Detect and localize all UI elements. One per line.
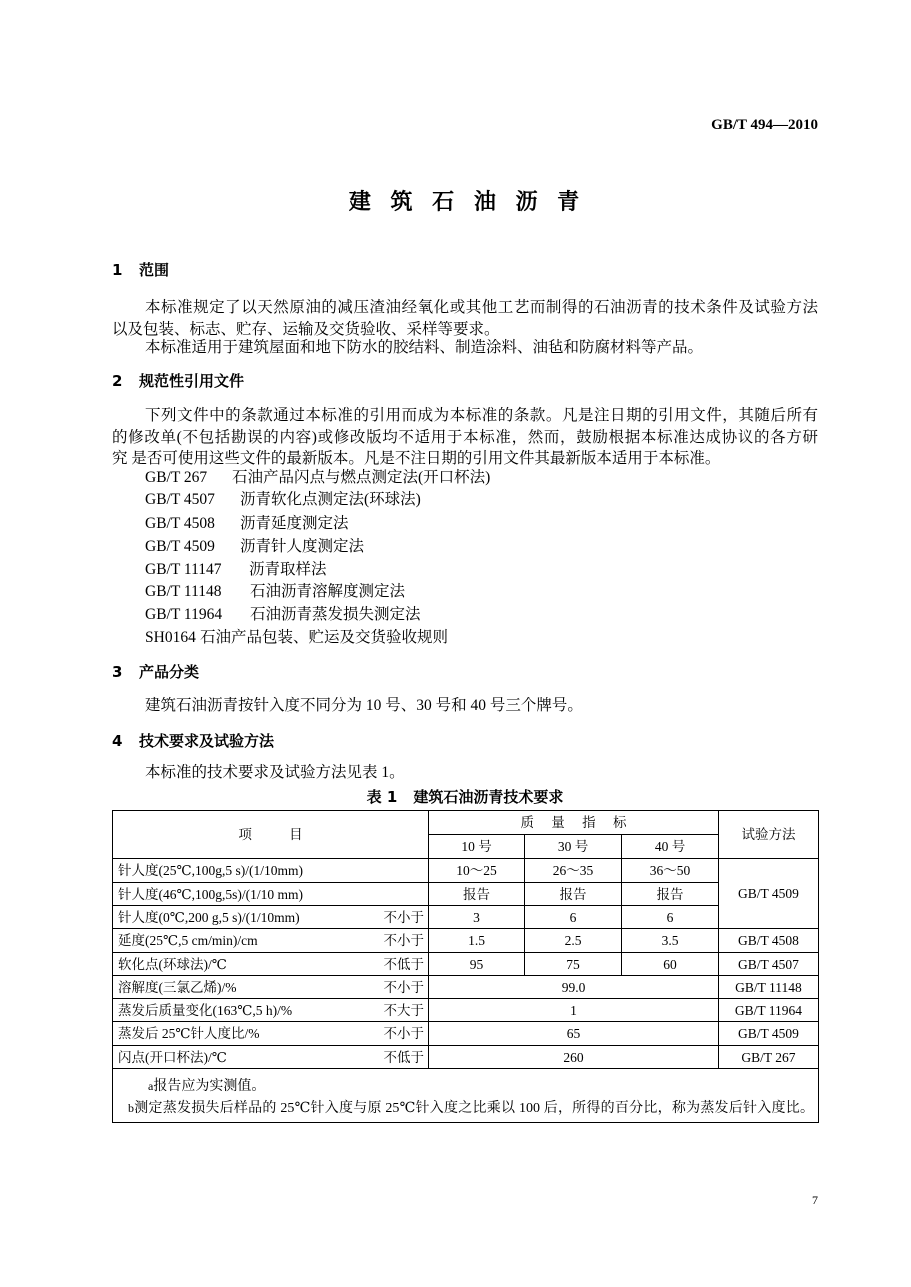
table-row xyxy=(113,859,819,883)
section-number: 2 xyxy=(112,372,123,390)
row-item: 蒸发后 25℃针人度比/% xyxy=(118,1026,260,1041)
paragraph-line: 本标准规定了以天然原油的减压渣油经氧化或其他工艺而制得的石油沥青的技术条件及试验方法 xyxy=(145,299,818,316)
table-row xyxy=(113,1022,819,1046)
test-method: GB/T 4509 xyxy=(719,1022,819,1046)
paragraph-line: 本标准适用于建筑屋面和地下防水的胶结料、制造涂料、油毡和防腐材料等产品。 xyxy=(145,339,704,356)
test-method: GB/T 11964 xyxy=(719,999,819,1022)
table-row xyxy=(113,1046,819,1069)
row-item-cell xyxy=(113,859,429,883)
section-title: 技术要求及试验方法 xyxy=(139,732,275,750)
reference-title: 沥青延度测定法 xyxy=(240,515,349,532)
header-item: 项 目 xyxy=(113,811,429,859)
header-grade: 30 号 xyxy=(525,835,622,859)
grade-value: 10～25 xyxy=(429,859,525,883)
specification-table xyxy=(112,810,819,1123)
reference-code: SH0164 xyxy=(145,629,196,646)
section-heading xyxy=(112,372,244,390)
row-item: 针人度(46℃,100g,5s)/(1/10 mm) xyxy=(118,886,303,902)
paragraph-line: 本标准的技术要求及试验方法见表 1。 xyxy=(145,764,405,781)
grade-value: 95 xyxy=(429,953,525,976)
row-item-cell xyxy=(113,883,429,906)
reference-title: 石油沥青溶解度测定法 xyxy=(250,583,406,600)
grade-value: 报告 xyxy=(429,883,525,906)
reference-code: GB/T 267 xyxy=(145,469,208,486)
document-title: 建 筑 石 油 沥 青 xyxy=(348,190,582,215)
limit-qualifier: 不小于 xyxy=(383,909,424,925)
common-value: 260 xyxy=(429,1046,719,1069)
reference-title: 沥青针人度测定法 xyxy=(240,538,365,555)
grade-value: 60 xyxy=(622,953,719,976)
section-number: 3 xyxy=(112,663,123,681)
section-heading xyxy=(112,261,169,279)
section-heading xyxy=(112,663,199,681)
table-row xyxy=(113,883,819,906)
grade-value: 36～50 xyxy=(622,859,719,883)
paragraph-line: 建筑石油沥青按针入度不同分为 10 号、30 号和 40 号三个牌号。 xyxy=(145,697,583,714)
section-heading xyxy=(112,732,274,750)
reference-code: GB/T 11148 xyxy=(145,583,222,600)
grade-value: 1.5 xyxy=(429,929,525,953)
limit-qualifier: 不大于 xyxy=(383,1002,424,1018)
paragraph-line: 以及包装、标志、贮存、运输及交货验收、采样等要求。 xyxy=(112,321,500,338)
row-item-cell xyxy=(113,976,429,999)
reference-code: GB/T 11147 xyxy=(145,561,222,578)
grade-value: 3 xyxy=(429,906,525,929)
reference-code: GB/T 4509 xyxy=(145,538,215,555)
test-method: GB/T 267 xyxy=(719,1046,819,1069)
section-title: 范围 xyxy=(139,261,170,279)
test-method: GB/T 4507 xyxy=(719,953,819,976)
limit-qualifier: 不小于 xyxy=(383,933,424,948)
page-number: 7 xyxy=(812,1193,818,1207)
test-method: GB/T 11148 xyxy=(719,976,819,999)
table-header-row xyxy=(113,811,819,835)
table-note xyxy=(113,1078,814,1095)
table-row xyxy=(113,999,819,1022)
note-text: 报告应为实测值。 xyxy=(153,1079,266,1094)
grade-value: 6 xyxy=(622,906,719,929)
table-row xyxy=(113,953,819,976)
section-title: 规范性引用文件 xyxy=(139,372,245,390)
table-caption xyxy=(112,788,818,806)
row-item: 蒸发后质量变化(163℃,5 h)/% xyxy=(118,1002,293,1018)
limit-qualifier: 不低于 xyxy=(383,1049,424,1065)
reference-title: 石油沥青蒸发损失测定法 xyxy=(250,606,421,623)
grade-value: 3.5 xyxy=(622,929,719,953)
limit-qualifier: 不小于 xyxy=(383,1026,424,1041)
section-title: 产品分类 xyxy=(139,663,200,681)
table-row xyxy=(113,929,819,953)
header-test-method: 试验方法 xyxy=(719,811,819,859)
reference-title: 石油产品闪点与燃点测定法(开口杯法) xyxy=(232,469,491,486)
row-item-cell xyxy=(113,999,429,1022)
note-mark: b xyxy=(128,1101,134,1115)
row-item-cell xyxy=(113,953,429,976)
paragraph-line: 究 是否可使用这些文件的最新版本。凡是不注日期的引用文件其最新版本适用于本标准。 xyxy=(112,450,721,467)
row-item-cell xyxy=(113,1046,429,1069)
test-method: GB/T 4509 xyxy=(719,859,819,929)
section-number: 4 xyxy=(112,732,123,750)
reference-code: GB/T 4507 xyxy=(145,491,215,508)
row-item: 溶解度(三氯乙烯)/% xyxy=(118,979,237,995)
row-item: 针人度(25℃,100g,5 s)/(1/10mm) xyxy=(118,863,303,878)
reference-title: 沥青软化点测定法(环球法) xyxy=(240,491,421,508)
table-notes-row xyxy=(113,1069,819,1123)
grade-value: 报告 xyxy=(525,883,622,906)
section-number: 1 xyxy=(112,261,123,279)
paragraph-line: 下列文件中的条款通过本标准的引用而成为本标准的条款。凡是注日期的引用文件，其随后所有 xyxy=(145,407,818,424)
table-row xyxy=(113,976,819,999)
standard-code: GB/T 494—2010 xyxy=(711,117,818,133)
common-value: 65 xyxy=(429,1022,719,1046)
table-row xyxy=(113,906,819,929)
row-item-cell xyxy=(113,929,429,953)
note-mark: a xyxy=(148,1079,154,1093)
test-method: GB/T 4508 xyxy=(719,929,819,953)
row-item-cell xyxy=(113,1022,429,1046)
limit-qualifier: 不小于 xyxy=(383,979,424,995)
grade-value: 26～35 xyxy=(525,859,622,883)
table-caption-label: 表 1 xyxy=(366,788,398,806)
table-note xyxy=(113,1100,814,1117)
row-item: 软化点(环球法)/℃ xyxy=(118,956,227,972)
grade-value: 报告 xyxy=(622,883,719,906)
header-grade: 40 号 xyxy=(622,835,719,859)
table-caption-title: 建筑石油沥青技术要求 xyxy=(413,788,564,806)
grade-value: 6 xyxy=(525,906,622,929)
header-grade: 10 号 xyxy=(429,835,525,859)
row-item-cell xyxy=(113,906,429,929)
common-value: 99.0 xyxy=(429,976,719,999)
row-item: 闪点(开口杯法)/℃ xyxy=(118,1049,227,1065)
header-quality-index: 质 量 指 标 xyxy=(429,811,719,835)
note-text: 测定蒸发损失后样品的 25℃针入度与原 25℃针入度之比乘以 100 后，所得的百分比，称为蒸发后针入度比。 xyxy=(134,1101,814,1116)
grade-value: 2.5 xyxy=(525,929,622,953)
reference-title: 石油产品包装、贮运及交货验收规则 xyxy=(200,629,449,646)
reference-title: 沥青取样法 xyxy=(249,561,327,578)
row-item: 针人度(0℃,200 g,5 s)/(1/10mm) xyxy=(118,909,300,925)
common-value: 1 xyxy=(429,999,719,1022)
limit-qualifier: 不低于 xyxy=(383,956,424,972)
row-item: 延度(25℃,5 cm/min)/cm xyxy=(118,933,258,948)
reference-code: GB/T 4508 xyxy=(145,515,215,532)
paragraph-line: 的修改单(不包括勘误的内容)或修改版均不适用于本标准，然而，鼓励根据本标准达成协议的各方研 xyxy=(112,429,818,446)
grade-value: 75 xyxy=(525,953,622,976)
reference-code: GB/T 11964 xyxy=(145,606,223,623)
table-notes xyxy=(113,1069,819,1123)
